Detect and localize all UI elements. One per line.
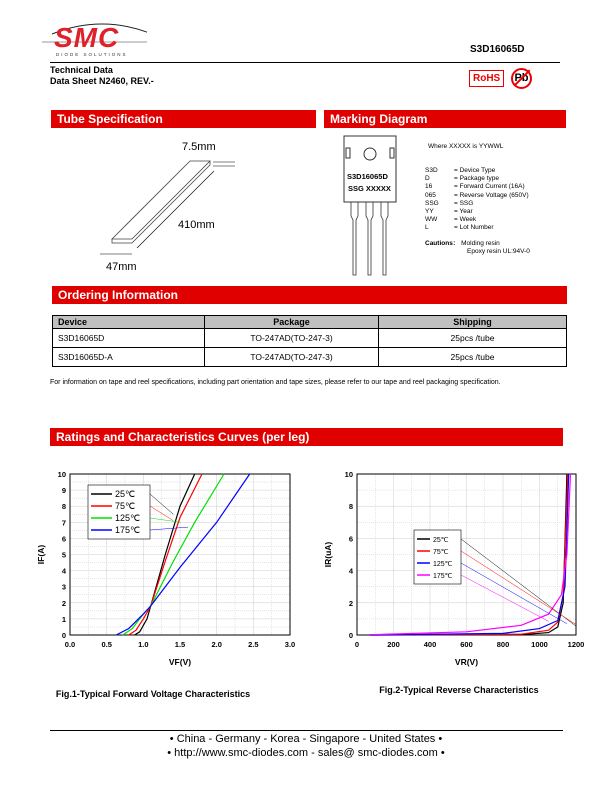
- x-tick-label: 400: [423, 640, 437, 649]
- legend-label: 75℃: [115, 501, 136, 511]
- y-tick-label: 6: [348, 534, 353, 544]
- cautions: [425, 240, 530, 256]
- legend-pointer: [461, 551, 576, 625]
- forward-voltage-chart: [0, 460, 306, 700]
- y-tick-label: 1: [61, 614, 66, 624]
- figure-caption: Fig.1-Typical Forward Voltage Characteristics: [55, 689, 251, 699]
- legend-desc: = Week: [454, 216, 477, 224]
- y-tick-label: 10: [57, 470, 66, 479]
- marking-legend: [425, 167, 585, 233]
- legend-desc: = Year: [454, 208, 473, 216]
- table-row: [53, 329, 567, 348]
- logo-text: SMC: [54, 22, 120, 53]
- legend-label: 175℃: [115, 525, 141, 535]
- tube-width-dim: 47mm: [106, 261, 137, 273]
- marking-legend-item: [425, 216, 585, 224]
- legend-code: WW: [425, 216, 438, 224]
- x-tick-label: 0.5: [101, 640, 112, 649]
- marking-legend-item: [425, 200, 585, 208]
- legend-code: L: [425, 224, 429, 232]
- rohs-badge: RoHS: [469, 70, 504, 87]
- col-device: Device: [53, 316, 205, 329]
- legend-label: 25℃: [115, 489, 136, 499]
- x-tick-label: 1000: [531, 640, 548, 649]
- reverse-characteristics-chart: [306, 460, 612, 700]
- marking-legend-item: [425, 224, 585, 232]
- legend-desc: = SSG: [454, 199, 474, 207]
- marking-legend-item: [425, 175, 585, 183]
- legend-code: YY: [425, 208, 434, 216]
- legend-desc: = Forward Current (16A): [454, 183, 525, 191]
- marking-legend-item: [425, 208, 585, 216]
- cautions-label: Cautions：: [425, 240, 460, 247]
- tube-length-dim: 410mm: [178, 219, 215, 231]
- footer-rule: [50, 730, 563, 731]
- legend-pointer: [150, 527, 188, 530]
- legend-code: SSG: [425, 199, 439, 207]
- x-tick-label: 1.5: [174, 640, 186, 649]
- legend-pointer: [461, 563, 567, 624]
- cell-device: S3D16065D-A: [53, 348, 205, 367]
- x-axis-label: VR(V): [454, 657, 479, 667]
- to247-package-drawing: [343, 135, 399, 277]
- y-tick-label: 2: [61, 598, 66, 608]
- cell-package: TO-247AD(TO-247-3): [205, 329, 379, 348]
- y-tick-label: 0: [348, 631, 353, 640]
- marking-where: Where XXXXX is YYWWL: [428, 143, 504, 150]
- x-tick-label: 1.0: [138, 640, 149, 649]
- y-tick-label: 5: [61, 550, 66, 560]
- legend-pointer: [150, 494, 173, 514]
- x-tick-label: 3.0: [284, 640, 296, 649]
- x-tick-label: 800: [496, 640, 510, 649]
- legend-label: 125℃: [433, 561, 453, 568]
- header-rule: [50, 62, 560, 63]
- ordering-info-header: Ordering Information: [52, 286, 567, 304]
- col-shipping: Shipping: [379, 316, 567, 329]
- x-tick-label: 0.0: [64, 640, 76, 649]
- y-tick-label: 7: [61, 518, 66, 528]
- x-tick-label: 0: [354, 640, 360, 649]
- cell-device: S3D16065D: [53, 329, 205, 348]
- y-tick-label: 8: [348, 502, 353, 512]
- marking-legend-item: [425, 192, 585, 200]
- x-tick-label: 200: [387, 640, 400, 649]
- smc-logo: [42, 18, 147, 58]
- legend-desc: = Lot Number: [454, 224, 494, 232]
- legend-code: 16: [425, 183, 433, 191]
- marking-legend-item: [425, 183, 585, 191]
- legend-label: 75℃: [433, 549, 449, 556]
- ordering-table: [52, 315, 567, 367]
- cell-shipping: 25pcs /tube: [379, 329, 567, 348]
- pb-free-icon: [511, 68, 532, 89]
- chip-marking-line2: SSG XXXXX: [348, 184, 391, 193]
- y-tick-label: 4: [348, 566, 353, 576]
- legend-code: 065: [425, 191, 436, 199]
- cautions-2: Epoxy resin UL:94V-0: [467, 248, 530, 256]
- marking-diagram-header: Marking Diagram: [324, 110, 566, 128]
- cell-package: TO-247AD(TO-247-3): [205, 348, 379, 367]
- x-tick-label: 1200: [567, 640, 585, 649]
- x-tick-label: 600: [460, 640, 473, 649]
- ordering-note: For information on tape and reel specifications, including part orientation and tape sizes, please refer to our tape and reel packaging specification.: [50, 379, 501, 386]
- y-axis-label: IR(uA): [323, 541, 333, 568]
- x-tick-label: 2.0: [211, 640, 222, 649]
- legend-label: 25℃: [433, 537, 449, 544]
- tube-drawing: [90, 130, 240, 280]
- x-axis-label: VF(V): [168, 657, 192, 667]
- logo-subtitle: DIODE SOLUTIONS: [56, 52, 128, 57]
- tube-height-dim: 7.5mm: [182, 141, 216, 153]
- col-package: Package: [205, 316, 379, 329]
- footer-countries: • China - Germany - Korea - Singapore - United States •: [169, 733, 443, 745]
- y-tick-label: 0: [61, 631, 66, 640]
- chip-marking-line1: S3D16065D: [347, 172, 388, 181]
- datasheet-rev: Data Sheet N2460, REV.-: [50, 76, 154, 86]
- legend-label: 175℃: [433, 573, 453, 580]
- legend-pointer: [461, 539, 576, 626]
- technical-data: Technical Data: [50, 65, 113, 75]
- table-row: [53, 348, 567, 367]
- cell-shipping: 25pcs /tube: [379, 348, 567, 367]
- y-tick-label: 9: [61, 486, 66, 496]
- legend-desc: = Reverse Voltage (650V): [454, 191, 529, 199]
- x-tick-label: 2.5: [248, 640, 259, 649]
- y-tick-label: 3: [61, 582, 66, 592]
- y-tick-label: 6: [61, 534, 66, 544]
- legend-label: 125℃: [115, 513, 141, 523]
- legend-desc: = Device Type: [454, 167, 496, 174]
- figure-caption: Fig.2-Typical Reverse Characteristics: [379, 685, 539, 695]
- legend-code: D: [425, 175, 430, 183]
- legend-desc: = Package type: [454, 175, 499, 183]
- footer-contact: • http://www.smc-diodes.com - sales@ smc-diodes.com •: [167, 747, 445, 759]
- y-axis-label: IF(A): [36, 544, 46, 565]
- legend-code: S3D: [425, 167, 438, 174]
- y-tick-label: 4: [61, 566, 66, 576]
- marking-legend-item: [425, 167, 585, 175]
- tube-spec-header: Tube Specification: [51, 110, 316, 128]
- cautions-1: Molding resin: [461, 240, 500, 247]
- part-number: S3D16065D: [470, 44, 525, 55]
- legend-pointer: [461, 575, 549, 621]
- curves-header: Ratings and Characteristics Curves (per leg): [50, 428, 563, 446]
- table-header-row: [53, 316, 567, 329]
- y-tick-label: 8: [61, 502, 66, 512]
- pb-text: Pb: [514, 72, 529, 84]
- y-tick-label: 10: [344, 470, 353, 479]
- y-tick-label: 2: [348, 598, 353, 608]
